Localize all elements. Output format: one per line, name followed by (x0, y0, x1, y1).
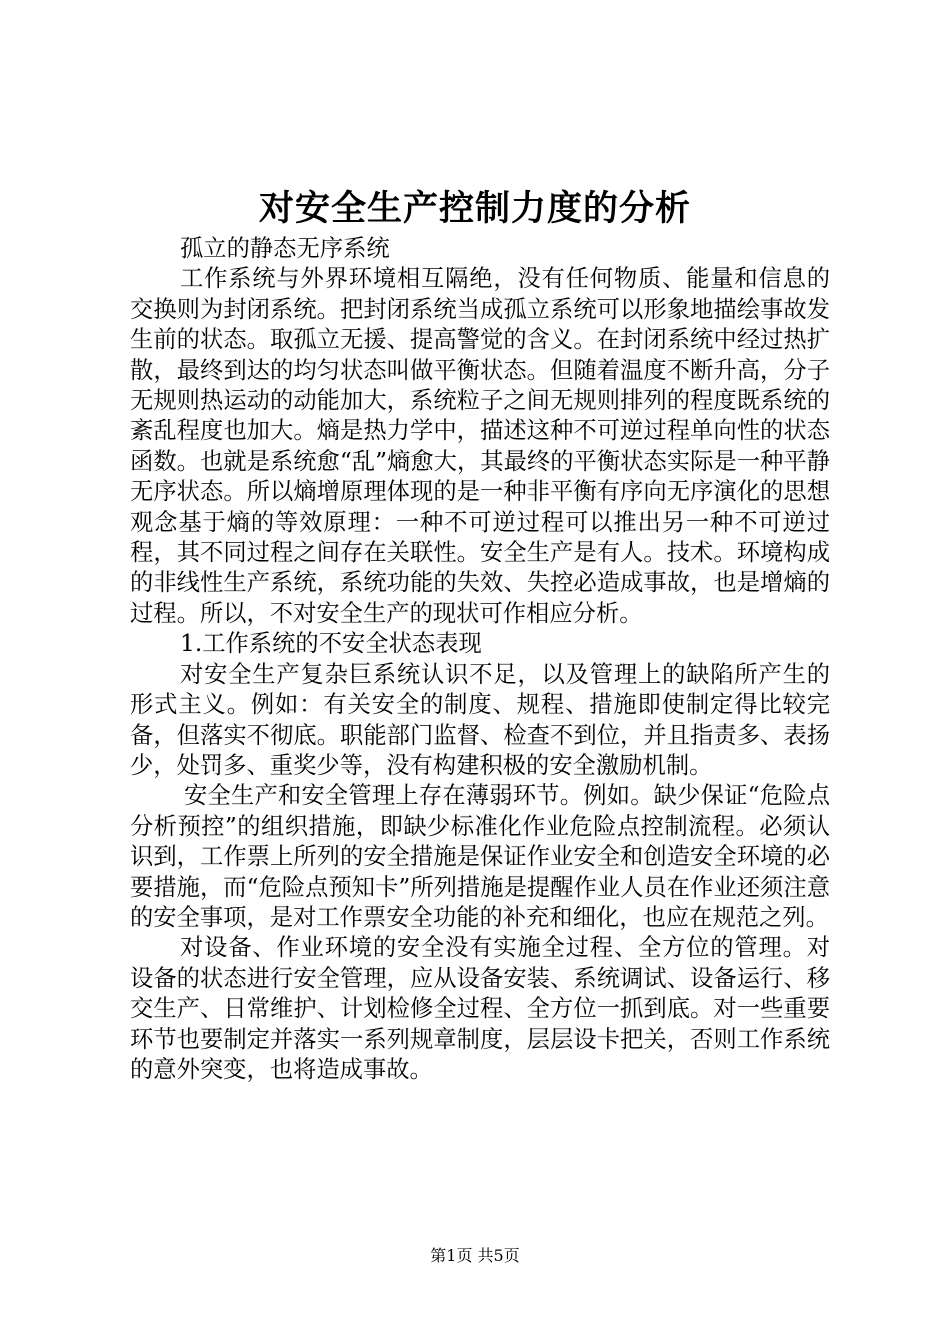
paragraph: 对设备、作业环境的安全没有实施全过程、全方位的管理。对设备的状态进行安全管理，应从设备安装、系统调试、设备运行、移交生产、日常维护、计划检修全过程、全方位一抓到底。对一些重要环节也要制定并落实一系列规章制度，层层设卡把关，否则工作系统的意外突变，也将造成事故。 (130, 934, 830, 1083)
section-heading: 1.工作系统的不安全状态表现 (180, 630, 482, 658)
paragraph: 工作系统与外界环境相互隔绝，没有任何物质、能量和信息的交换则为封闭系统。把封闭系统当成孤立系统可以形象地描绘事故发生前的状态。取孤立无援、提高警觉的含义。在封闭系统中经过热扩散，最终到达的均匀状态叫做平衡状态。但随着温度不断升高，分子无规则热运动的动能加大，系统粒子之间无规则排列的程度既系统的紊乱程度也加大。熵是热力学中，描述这种不可逆过程单向性的状态函数。也就是系统愈“乱”熵愈大，其最终的平衡状态实际是一种平静无序状态。所以熵增原理体现的是一种非平衡有序向无序演化的思想观念基于熵的等效原理：一种不可逆过程可以推出另一种不可逆过程，其不同过程之间存在关联性。安全生产是有人。技术。环境构成的非线性生产系统，系统功能的失效、失控必造成事故，也是增熵的过程。所以，不对安全生产的现状可作相应分析。 (130, 265, 830, 627)
page-footer: 第1页 共5页 (430, 1246, 520, 1265)
paragraph: 安全生产和安全管理上存在薄弱环节。例如。缺少保证“危险点分析预控”的组织措施，即缺少标准化作业危险点控制流程。必须认识到，工作票上所列的安全措施是保证作业安全和创造安全环境的必要措施，而“危险点预知卡”所列措施是提醒作业人员在作业还须注意的安全事项，是对工作票安全功能的补充和细化，也应在规范之列。 (130, 782, 830, 931)
paragraph: 对安全生产复杂巨系统认识不足，以及管理上的缺陷所产生的形式主义。例如：有关安全的制度、规程、措施即使制定得比较完备，但落实不彻底。职能部门监督、检查不到位，并且指责多、表扬少，处罚多、重奖少等，没有构建积极的安全激励机制。 (130, 660, 830, 779)
section-heading: 孤立的静态无序系统 (180, 235, 390, 262)
document-title: 对安全生产控制力度的分析 (258, 189, 691, 229)
document-body (130, 234, 830, 1085)
